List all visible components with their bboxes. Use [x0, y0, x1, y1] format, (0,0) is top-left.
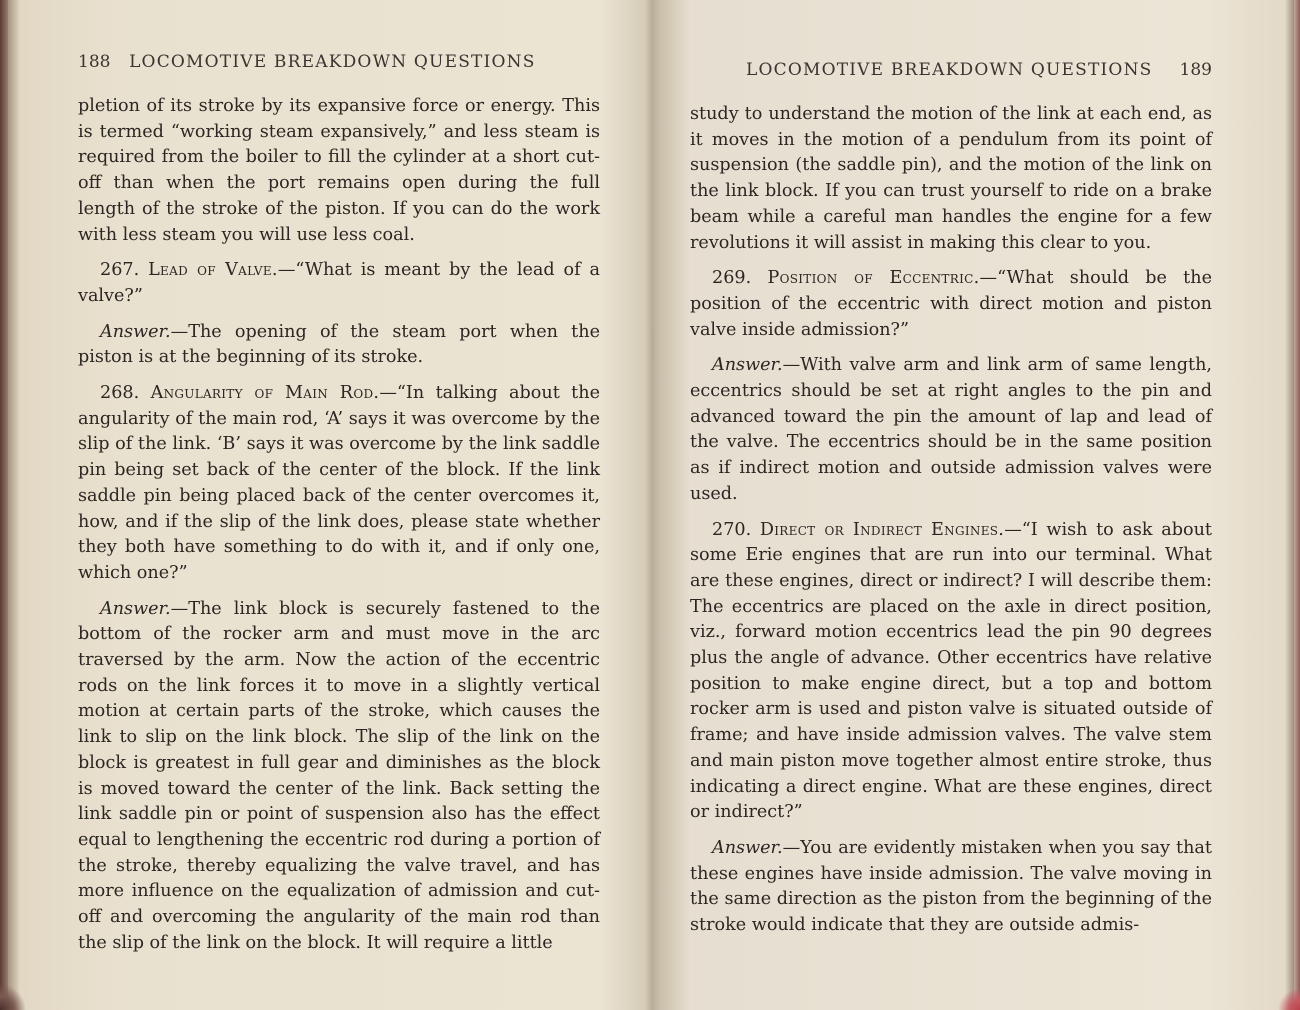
gutter-fold: [652, 330, 654, 360]
right-page: [690, 0, 1212, 1010]
answer-text: —With valve arm and link arm of same length, eccentrics should be set at right angles to the pin and advanced toward the pin the amount of lap and lead of the valve. The eccentrics should be in the same position as if indirect motion and outside admission valves were used.: [690, 355, 1212, 504]
answer-268: [78, 597, 600, 957]
question-title: Lead of Valve.: [148, 260, 278, 281]
continuation-paragraph: study to understand the motion of the link at each end, as it moves in the motion of a pendulum from its point of suspension (the saddle pin), and the motion of the link on the link block. If you can trust yourself to ride on a brake beam while a careful man handles the engine for a few revolutions it will assist in making this clear to you.: [690, 104, 1212, 253]
page-number: 189: [1179, 60, 1212, 80]
answer-label: Answer.: [100, 598, 171, 619]
right-cover-edge: [1294, 0, 1300, 1010]
left-cover-edge: [0, 0, 8, 1010]
answer-text: —The opening of the steam port when the piston is at the beginning of its stroke.: [78, 321, 600, 368]
question-title: Angularity of Main Rod.: [150, 383, 380, 404]
left-cover-corner: [0, 970, 26, 1010]
right-cover-corner: [1278, 976, 1300, 1010]
question-text: —“What is meant by the lead of a valve?”: [78, 260, 600, 306]
question-title: Position of Eccentric.: [767, 268, 980, 289]
question-text: —“In talking about the angularity of the main rod, ‘A’ says it was overcome by the slip of the link. ‘B’ says it was overcome by the link saddle pin being set back of the center of the block. If the link saddle pin being placed back of the center overcomes it, how, and if the slip of the link does, please state whether they both have something to do with it, and if only one, which one?”: [78, 383, 600, 583]
right-running-head: [690, 60, 1212, 80]
left-page: [78, 0, 600, 1010]
running-head-title: LOCOMOTIVE BREAKDOWN QUESTIONS: [746, 60, 1153, 80]
question-text: —“What should be the position of the eccentric with direct motion and piston valve inside admission?”: [690, 268, 1212, 340]
running-head-title: LOCOMOTIVE BREAKDOWN QUESTIONS: [129, 52, 536, 72]
continuation-paragraph: pletion of its stroke by its expansive force or energy. This is termed “working steam expansively,” and less steam is required from the boiler to fill the cylinder at a short cut-off than when the port remains open during the full length of the stroke of the piston. If you can do the work with less steam you will use less coal.: [78, 96, 600, 245]
question-number: 269.: [712, 268, 752, 289]
question-title: Direct or Indirect Engines.: [759, 519, 1005, 540]
right-page-body: [690, 102, 1212, 949]
answer-label: Answer.: [100, 321, 171, 342]
page-number: 188: [78, 52, 111, 72]
left-page-body: [78, 94, 600, 967]
question-269: [690, 266, 1212, 343]
answer-269: [690, 353, 1212, 507]
question-number: 268.: [100, 383, 140, 404]
answer-label: Answer.: [712, 355, 783, 376]
answer-label: Answer.: [712, 837, 783, 858]
question-text: —“I wish to ask about some Erie engines that are run into our terminal. What are these engines, direct or indirect? I will describe them: The eccentrics are placed on the axle in direct position, viz., forward motion eccentrics lead the pin 90 degrees plus the angle of advance. Other eccentrics have relative position to make engine direct, but a top and bottom rocker arm is used and piston valve is situated outside of frame; and have inside admission valves. The valve stem and main piston move together almost entire stroke, thus indicating a direct engine. What are these engines, direct or indirect?”: [690, 519, 1213, 823]
answer-267: [78, 320, 600, 371]
answer-270: [690, 836, 1212, 939]
question-number: 270.: [712, 519, 752, 540]
question-268: [78, 381, 600, 587]
answer-text: —You are evidently mistaken when you say that these engines have inside admission. The valve moving in the same direction as the piston from the beginning of the stroke would indicate that they are outside admis-: [690, 837, 1212, 936]
answer-text: —The link block is securely fastened to the bottom of the rocker arm and must move in the arc traversed by the arm. Now the action of the eccentric rods on the link forces it to move in a slightly vertical motion at certain parts of the stroke, which causes the link to slip on the link block. The slip of the link on the block is greatest in full gear and diminishes as the block is moved toward the center of the link. Back setting the link saddle pin or point of suspension also has the effect equal to lengthening the eccentric rod during a portion of the stroke, thereby equalizing the valve travel, and has more influence on the equalization of admission and cut-off and overcoming the angularity of the main rod than the slip of the link on the block. It will require a little: [78, 598, 600, 953]
question-number: 267.: [100, 260, 140, 281]
question-267: [78, 258, 600, 309]
question-270: [690, 518, 1212, 826]
left-running-head: [78, 52, 600, 72]
